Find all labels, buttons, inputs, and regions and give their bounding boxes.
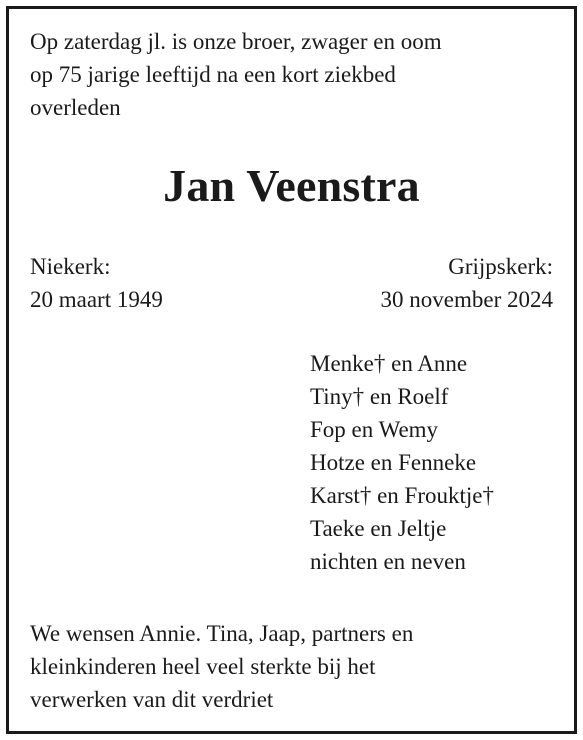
intro-line: op 75 jarige leeftijd na een kort ziekbed xyxy=(30,62,396,87)
birth-date: 20 maart 1949 xyxy=(30,287,163,312)
family-list xyxy=(310,347,494,578)
family-member: Menke† en Anne xyxy=(310,351,468,376)
closing-line: We wensen Annie. Tina, Jaap, partners en xyxy=(30,621,414,646)
family-member: Taeke en Jeltje xyxy=(310,516,447,541)
deceased-name: Jan Veenstra xyxy=(163,160,420,211)
birth-info xyxy=(30,250,163,316)
closing-line: kleinkinderen heel veel sterkte bij het xyxy=(30,654,376,679)
closing-text xyxy=(30,617,413,716)
death-info xyxy=(381,250,553,316)
family-member: Fop en Wemy xyxy=(310,417,439,442)
family-member: nichten en neven xyxy=(310,549,466,574)
family-member: Tiny† en Roelf xyxy=(310,384,449,409)
family-member: Karst† en Frouktje† xyxy=(310,483,494,508)
intro-line: overleden xyxy=(30,95,121,120)
family-member: Hotze en Fenneke xyxy=(310,450,477,475)
death-date: 30 november 2024 xyxy=(380,287,553,312)
intro-line: Op zaterdag jl. is onze broer, zwager en oom xyxy=(30,29,442,54)
intro-text xyxy=(30,25,442,124)
death-place: Grijpskerk: xyxy=(448,254,553,279)
closing-line: verwerken van dit verdriet xyxy=(30,687,274,712)
birth-place: Niekerk: xyxy=(30,254,111,279)
